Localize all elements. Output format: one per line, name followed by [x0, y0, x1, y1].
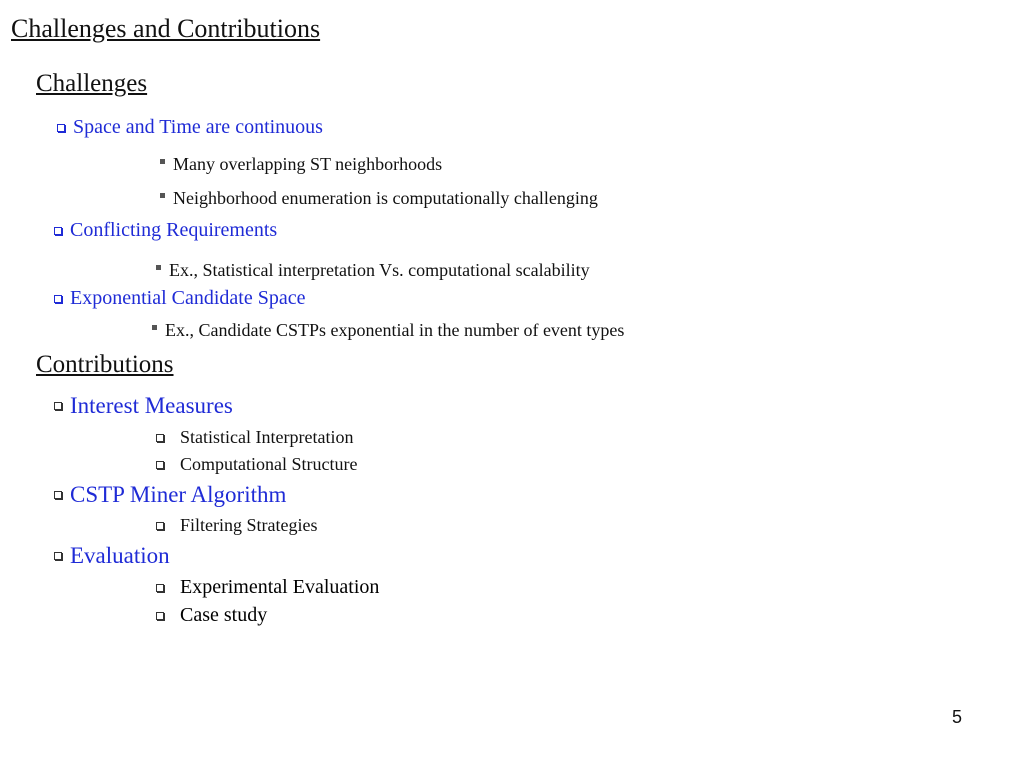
challenge-item — [57, 116, 323, 139]
filled-square-bullet-icon — [160, 159, 165, 164]
contribution-item-label: Evaluation — [70, 543, 170, 568]
contribution-subitem — [156, 576, 379, 599]
contribution-subitem-text: Experimental Evaluation — [180, 576, 380, 598]
hollow-square-bullet-icon — [54, 491, 62, 499]
contribution-item — [54, 543, 170, 569]
page-number: 5 — [951, 707, 962, 727]
challenge-subitem — [160, 188, 598, 209]
filled-square-bullet-icon — [156, 265, 161, 270]
challenge-item — [54, 219, 277, 242]
challenge-item-label: Space and Time are continuous — [73, 116, 323, 138]
contribution-item-label: CSTP Miner Algorithm — [70, 482, 287, 507]
contribution-item — [54, 393, 233, 419]
challenge-item-label: Conflicting Requirements — [70, 219, 278, 241]
challenge-item-label: Exponential Candidate Space — [70, 287, 306, 309]
hollow-square-bullet-icon — [54, 227, 62, 235]
contribution-subitem-text: Case study — [180, 604, 268, 626]
hollow-square-bullet-icon — [156, 461, 164, 469]
hollow-square-bullet-icon — [156, 434, 164, 442]
contribution-subitem — [156, 515, 317, 536]
challenge-subitem — [152, 320, 624, 341]
hollow-square-bullet-icon — [156, 612, 164, 620]
challenges-heading: Challenges — [36, 70, 148, 97]
hollow-square-bullet-icon — [156, 522, 164, 530]
challenge-item — [54, 287, 305, 310]
filled-square-bullet-icon — [152, 325, 157, 330]
contribution-subitem — [156, 604, 267, 627]
hollow-square-bullet-icon — [57, 124, 65, 132]
challenge-subitem-text: Ex., Candidate CSTPs exponential in the number of event types — [165, 320, 625, 340]
contribution-subitem-text: Statistical Interpretation — [180, 427, 354, 447]
contribution-subitem-text: Computational Structure — [180, 454, 358, 474]
challenge-subitem — [160, 154, 442, 175]
contribution-subitem — [156, 454, 357, 475]
contribution-item — [54, 482, 286, 508]
contribution-subitem — [156, 427, 353, 448]
challenge-subitem-text: Ex., Statistical interpretation Vs. computational scalability — [169, 260, 590, 280]
challenge-subitem-text: Many overlapping ST neighborhoods — [173, 154, 443, 174]
challenge-subitem-text: Neighborhood enumeration is computationally challenging — [173, 188, 598, 208]
contributions-heading: Contributions — [36, 351, 174, 378]
hollow-square-bullet-icon — [54, 402, 62, 410]
challenge-subitem — [156, 260, 590, 281]
filled-square-bullet-icon — [160, 193, 165, 198]
slide-title: Challenges and Contributions — [11, 14, 321, 43]
hollow-square-bullet-icon — [156, 584, 164, 592]
hollow-square-bullet-icon — [54, 295, 62, 303]
contribution-subitem-text: Filtering Strategies — [180, 515, 318, 535]
contribution-item-label: Interest Measures — [70, 393, 233, 418]
hollow-square-bullet-icon — [54, 552, 62, 560]
